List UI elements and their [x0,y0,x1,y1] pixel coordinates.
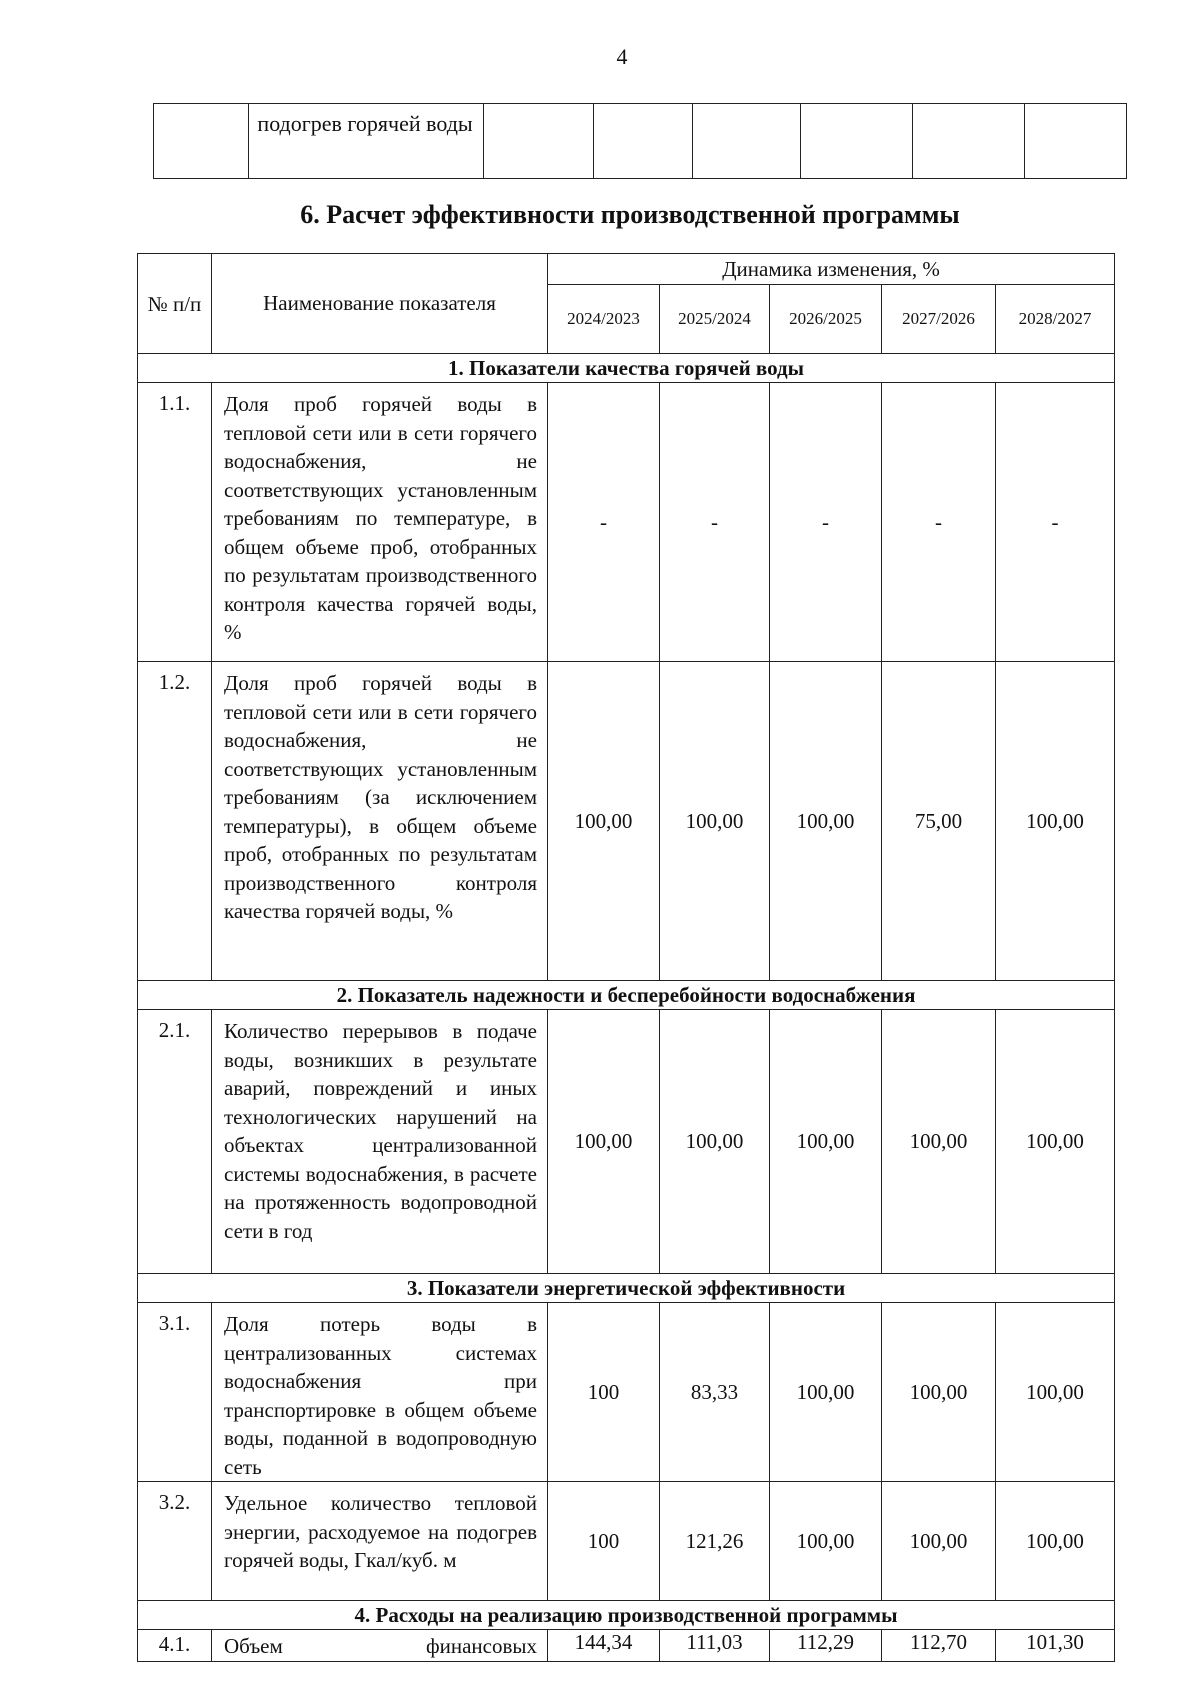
header-year: 2028/2027 [996,285,1115,354]
value-cell: - [882,383,996,662]
value-cell: 100,00 [770,1010,882,1274]
indicator-name: Доля проб горячей воды в тепловой сети или в сети горячего водоснабжения, не соответствующих установленным требованиям (за исключением температуры), в общем объеме проб, отобранных по результатам производственного контроля качества горячей воды, % [212,662,548,981]
header-year: 2027/2026 [882,285,996,354]
row-number: 1.1. [138,383,212,662]
header-year: 2026/2025 [770,285,882,354]
indicator-name: Удельное количество тепловой энергии, расходуемое на подогрев горячей воды, Гкал/куб. м [212,1482,548,1601]
value-cell: 121,26 [660,1482,770,1601]
group-header: 2. Показатель надежности и бесперебойности водоснабжения [138,981,1115,1010]
value-cell: 100,00 [770,662,882,981]
value-cell: 100,00 [548,1010,660,1274]
header-dynamics: Динамика изменения, % [548,254,1115,285]
value-cell: 111,03 [660,1630,770,1662]
value-cell: 144,34 [548,1630,660,1662]
table-row [138,1482,1115,1601]
row-number: 3.2. [138,1482,212,1601]
value-cell: 100,00 [996,1303,1115,1482]
indicator-name: Доля потерь воды в централизованных системах водоснабжения при транспортировке в общем объеме воды, поданной в водопроводную сеть [212,1303,548,1482]
value-cell: 100,00 [996,662,1115,981]
header-year: 2024/2023 [548,285,660,354]
group-header: 3. Показатели энергетической эффективности [138,1274,1115,1303]
value-cell: 112,29 [770,1630,882,1662]
page-number: 4 [616,44,628,69]
header-year: 2025/2024 [660,285,770,354]
table-row [138,1630,1115,1662]
value-cell: - [770,383,882,662]
indicator-name-right: финансовых [426,1634,537,1658]
value-cell: 100,00 [996,1010,1115,1274]
header-no: № п/п [138,254,212,354]
value-cell: - [548,383,660,662]
indicator-name [212,1630,548,1662]
header-row [138,254,1115,285]
value-cell: 100,00 [996,1482,1115,1601]
table-row [138,1303,1115,1482]
table-row [138,1010,1115,1274]
row-number: 4.1. [138,1630,212,1662]
value-cell: 100,00 [660,662,770,981]
value-cell: 101,30 [996,1630,1115,1662]
indicator-name: Количество перерывов в подаче воды, возникших в результате аварий, повреждений и иных технологических нарушений на объектах централизованной системы водоснабжения, в расчете на протяженность водопроводной сети в год [212,1010,548,1274]
value-cell: 83,33 [660,1303,770,1482]
table-row [154,104,1127,179]
value-cell: 100 [548,1303,660,1482]
value-cell: 100,00 [882,1010,996,1274]
value-cell: 100,00 [770,1303,882,1482]
value-cell: 75,00 [882,662,996,981]
table-row [138,383,1115,662]
row-number: 2.1. [138,1010,212,1274]
row-number: 3.1. [138,1303,212,1482]
value-cell: 100,00 [882,1303,996,1482]
value-cell: 100,00 [882,1482,996,1601]
row-number: 1.2. [138,662,212,981]
continuation-table [153,103,1127,179]
value-cell: 100,00 [548,662,660,981]
efficiency-table [137,253,1115,1662]
value-cell: - [660,383,770,662]
indicator-name-left: Объем [224,1634,283,1658]
table-row [138,662,1115,981]
header-name: Наименование показателя [212,254,548,354]
value-cell: 112,70 [882,1630,996,1662]
value-cell: 100 [548,1482,660,1601]
group-header: 4. Расходы на реализацию производственной программы [138,1601,1115,1630]
group-header: 1. Показатели качества горячей воды [138,354,1115,383]
row-label: подогрев горячей воды [249,104,483,179]
section-title: 6. Расчет эффективности производственной программы [300,200,960,229]
value-cell: 100,00 [660,1010,770,1274]
indicator-name: Доля проб горячей воды в тепловой сети или в сети горячего водоснабжения, не соответствующих установленным требованиям по температуре, в общем объеме проб, отобранных по результатам производственного контроля качества горячей воды, % [212,383,548,662]
value-cell: - [996,383,1115,662]
value-cell: 100,00 [770,1482,882,1601]
